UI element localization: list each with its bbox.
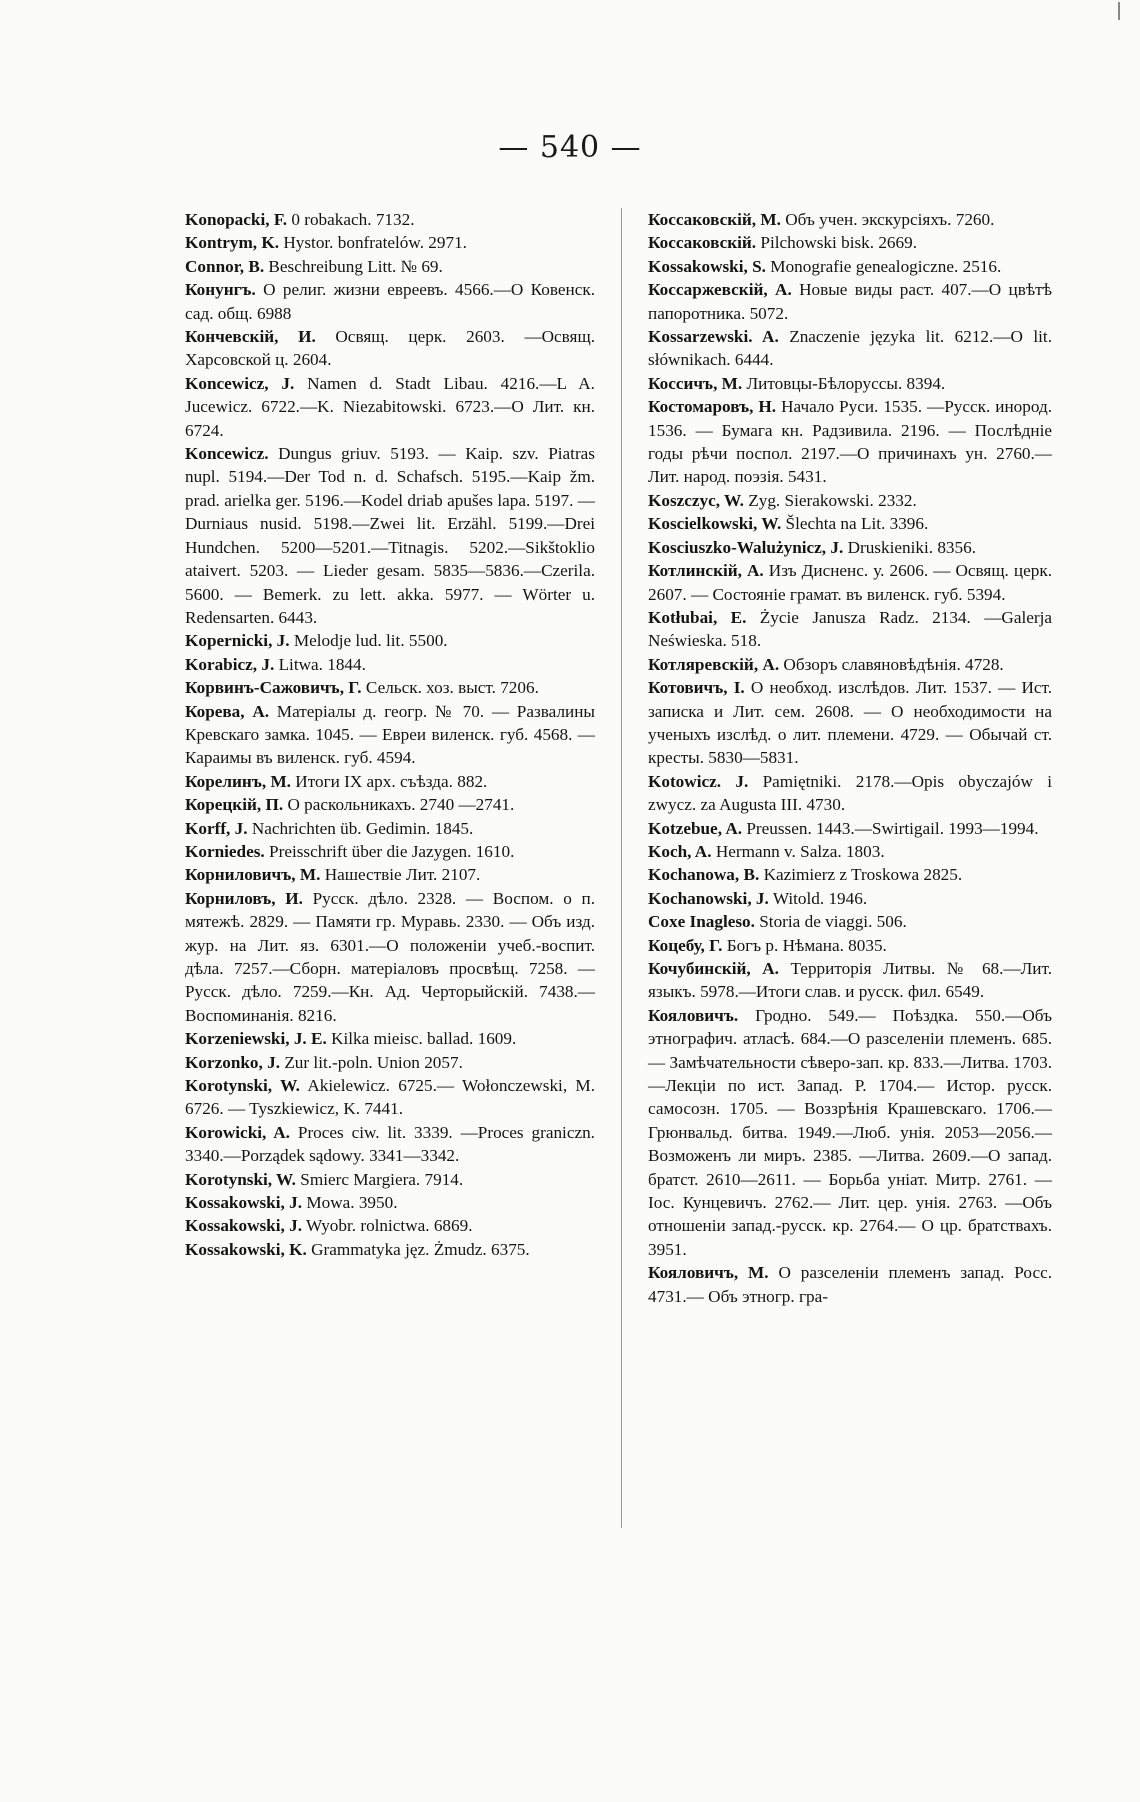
entry-works: Kilka mieisc. ballad. 1609. — [326, 1029, 517, 1049]
column-divider — [621, 208, 622, 1528]
entry-works: Pamiętniki. 2178.—Opis obyczajów i zwycz. za Augusta III. 4730. — [648, 771, 1052, 815]
index-entry — [185, 840, 595, 863]
entry-works: Mowa. 3950. — [302, 1193, 398, 1213]
entry-author: Kochanowski, J. — [648, 888, 769, 908]
entry-works: Территорія Литвы. № 68.—Лит. языкъ. 5978.—Итоги слав. и русск. фил. 6549. — [648, 959, 1052, 1002]
entry-works: Beschreibung Litt. № 69. — [264, 256, 443, 276]
entry-author: Корева, А. — [185, 701, 270, 721]
index-entry — [185, 629, 595, 652]
entry-works: О разселеніи племенъ запад. Росс. 4731.— Объ этногр. гра- — [648, 1263, 1052, 1306]
entry-works: Изъ Дисненс. у. 2606. — Освящ. церк. 2607. — Состояніе грамат. въ виленск. губ. 5394. — [648, 561, 1052, 604]
entry-author: Kontrym, K. — [185, 233, 280, 253]
right-column — [648, 208, 1052, 1308]
index-entry — [185, 1214, 595, 1237]
entry-author: Корниловичъ, М. — [185, 865, 321, 885]
entry-works: Šlechta na Lit. 3396. — [781, 514, 929, 534]
entry-author: Koszczyc, W. — [648, 490, 744, 510]
entry-works: Nachrichten üb. Gedimin. 1845. — [247, 818, 474, 838]
entry-author: Кончевскій, И. — [185, 327, 316, 347]
index-entry — [648, 208, 1052, 231]
entry-author: Connor, B. — [185, 256, 265, 276]
entry-works: Нашествіе Лит. 2107. — [320, 865, 481, 885]
index-entry — [185, 1168, 595, 1191]
entry-author: Koncewicz. — [185, 444, 269, 464]
entry-works: Grammatyka jęz. Żmudz. 6375. — [306, 1239, 530, 1259]
entry-works: Witold. 1946. — [768, 888, 868, 908]
index-entry — [648, 934, 1052, 957]
entry-works: Новые виды раст. 407.—О цвѣтѣ папоротника. 5072. — [648, 280, 1052, 323]
entry-works: Storia de viaggi. 506. — [754, 912, 907, 932]
index-entry — [648, 489, 1052, 512]
index-entry — [185, 372, 595, 442]
entry-works: Матеріалы д. геогр. № 70. — Развалины Кревскаго замка. 1045. — Евреи виленск. губ. 4568. — Караимы въ виленск. губ. 4594. — [185, 701, 595, 768]
entry-works: Обзоръ славяновѣдѣнія. 4728. — [779, 654, 1004, 674]
entry-works: Smierc Margiera. 7914. — [295, 1169, 464, 1189]
entry-works: Богъ р. Нѣмана. 8035. — [722, 935, 887, 955]
entry-author: Kopernicki, J. — [185, 631, 290, 651]
index-entry — [648, 887, 1052, 910]
index-entry — [185, 793, 595, 816]
index-entry — [648, 255, 1052, 278]
index-entry — [648, 770, 1052, 817]
index-entry — [185, 278, 595, 325]
entry-author: Koscielkowski, W. — [648, 514, 782, 534]
entry-works: О необход. изслѣдов. Лит. 1537. — Ист. записка и Лит. сем. 2608. — О необходимости на ученыхъ изслѣд. о лит. племени. 4729. — Обычай ст. кресты. 5830—5831. — [648, 678, 1052, 768]
index-entry — [185, 770, 595, 793]
entry-works: Итоги IX арх. съѣзда. 882. — [290, 771, 488, 791]
entry-author: Korzeniewski, J. E. — [185, 1029, 327, 1049]
entry-works: Русск. дѣло. 2328. — Воспом. о п. мятежѣ. 2829. — Памяти гр. Муравь. 2330. — Объ изд. жур. на Лит. яз. 6301.—О положеніи учеб.-воспит. дѣла. 7257.—Сборн. матеріаловъ просвѣщ. 7258. —Русск. дѣло. 7259.—Кн. Ад. Черторыйскій. 7438.—Воспоминанія. 8216. — [185, 888, 595, 1025]
entry-author: Kotzebue, A. — [648, 818, 743, 838]
entry-author: Kossakowski, J. — [185, 1193, 303, 1213]
entry-author: Коссаковскій, М. — [648, 210, 781, 229]
entry-works: Życie Janusza Radz. 2134. —Galerja Neświeska. 518. — [648, 607, 1052, 651]
entry-works: Preisschrift über die Jazygen. 1610. — [264, 841, 515, 861]
entry-author: Korowicki, A. — [185, 1122, 290, 1142]
index-entry — [185, 208, 595, 231]
entry-author: Korniedes. — [185, 841, 265, 861]
entry-author: Kotłubai, E. — [648, 607, 747, 627]
entry-works: Monografie genealogiczne. 2516. — [765, 256, 1002, 276]
index-entry — [648, 372, 1052, 395]
scan-edge-mark — [1118, 2, 1120, 20]
index-entry — [648, 512, 1052, 535]
index-entry — [648, 395, 1052, 489]
entry-author: Korabicz, J. — [185, 654, 275, 674]
entry-works: Гродно. 549.— Поѣздка. 550.—Объ этнографич. атласѣ. 684.—О разселеніи племенъ. 685. — Замѣчательности сѣверо-зап. кр. 833.—Литва. 1703.—Лекціи по ист. Запад. Р. 1704.— Истор. русск. самосозн. 1705. — Воззрѣнія Крашевскаго. 1706.—Грюнвальд. битва. 1949.—Люб. унія. 2053—2056.— Возможенъ ли миръ. 2385. —Литва. 2609.—О запад. братст. 2610—2611. — Борьба уніат. Митр. 2761. — Іос. Кунцевичъ. 2762.— Лит. цер. унія. 2763. —Объ отношеніи запад.-русск. кр. 2764.— О цр. братствахъ. 3951. — [648, 1005, 1052, 1259]
entry-author: Korotynski, W. — [185, 1169, 296, 1189]
entry-author: Костомаровъ, Н. — [648, 397, 777, 417]
entry-works: Hermann v. Salza. 1803. — [711, 841, 885, 861]
entry-author: Котляревскій, А. — [648, 654, 780, 674]
index-entry — [185, 325, 595, 372]
entry-works: Druskieniki. 8356. — [843, 537, 976, 557]
entry-works: Namen d. Stadt Libau. 4216.—L A. Jucewicz. 6722.—K. Niezabitowski. 6723.—О Лит. кн. 6724. — [185, 373, 595, 440]
entry-works: Hystor. bonfratelów. 2971. — [279, 233, 467, 253]
left-column — [185, 208, 595, 1261]
index-entry — [648, 1004, 1052, 1261]
entry-works: Объ учен. экскурсіяхъ. 7260. — [780, 210, 995, 229]
entry-works: Pilchowski bisk. 2669. — [756, 233, 918, 253]
index-entry — [185, 255, 595, 278]
entry-author: Кочубинскій, А. — [648, 959, 779, 978]
entry-works: Dungus griuv. 5193. — Kaip. szv. Piatras nupl. 5194.—Der Tod n. d. Schafsch. 5195.—Kaip žm. prad. arielka ger. 5196.—Kodel driab apušes lapa. 5197. —Durniaus nusid. 5198.—Zwei lit. Erzähl. 5199.—Drei Hundchen. 5200—5201.—Titnagis. 5202.—Sikštoklio ataivert. 5203. — Lieder gesam. 5835—5836.—Czerila. 5600. — Bemerk. zu lett. akka. 5977. — Wörter u. Redensarten. 6443. — [185, 444, 595, 627]
entry-works: Сельск. хоз. выст. 7206. — [361, 678, 539, 698]
entry-author: Кояловичъ, М. — [648, 1263, 769, 1283]
entry-author: Кояловичъ. — [648, 1005, 739, 1025]
index-entry — [648, 278, 1052, 325]
entry-author: Kossakowski, J. — [185, 1216, 303, 1236]
index-entry — [648, 1261, 1052, 1308]
entry-author: Kosciuszko-Walużynicz, J. — [648, 537, 844, 557]
page-number: — 540 — — [498, 130, 642, 165]
entry-author: Корниловъ, И. — [185, 888, 303, 908]
entry-author: Korff, J. — [185, 818, 248, 838]
index-entry — [648, 606, 1052, 653]
entry-author: Коссаковскій. — [648, 233, 757, 253]
entry-works: О религ. жизни евреевъ. 4566.—О Ковенск. сад. общ. 6988 — [185, 280, 595, 323]
entry-author: Kossarzewski. A. — [648, 327, 779, 347]
index-entry — [648, 325, 1052, 372]
entry-author: Koncewicz, J. — [185, 373, 295, 393]
entry-works: Kazimierz z Troskowa 2825. — [759, 865, 963, 885]
entry-author: Konopacki, F. — [185, 210, 288, 229]
index-entry — [185, 887, 595, 1027]
entry-author: Корвинъ-Сажовичъ, Г. — [185, 678, 362, 698]
index-entry — [185, 1238, 595, 1261]
index-entry — [648, 840, 1052, 863]
index-entry — [185, 1027, 595, 1050]
entry-works: Preussen. 1443.—Swirtigail. 1993—1994. — [742, 818, 1039, 838]
index-entry — [185, 1191, 595, 1214]
index-entry — [185, 817, 595, 840]
index-entry — [648, 536, 1052, 559]
entry-author: Korzonko, J. — [185, 1052, 281, 1072]
index-entry — [185, 1121, 595, 1168]
index-entry — [648, 957, 1052, 1004]
entry-author: Kossakowski, K. — [185, 1239, 307, 1259]
entry-works: Proces ciw. lit. 3339. —Proces graniczn. 3340.—Porządek sądowy. 3341—3342. — [185, 1122, 595, 1166]
index-entry — [648, 231, 1052, 254]
index-entry — [185, 442, 595, 629]
entry-author: Корелинъ, М. — [185, 771, 291, 791]
entry-author: Коссичъ, М. — [648, 373, 743, 393]
entry-author: Kochanowa, B. — [648, 865, 760, 885]
entry-author: Конунгъ. — [185, 280, 256, 300]
entry-author: Коцебу, Г. — [648, 935, 723, 955]
entry-works: Zyg. Sierakowski. 2332. — [743, 490, 917, 510]
entry-author: Kotowicz. J. — [648, 771, 749, 791]
entry-author: Korotynski, W. — [185, 1076, 300, 1096]
index-entry — [648, 653, 1052, 676]
index-entry — [648, 676, 1052, 770]
index-entry — [185, 863, 595, 886]
entry-works: Znaczenie języka lit. 6212.—O lit. słównikach. 6444. — [648, 327, 1052, 370]
index-entry — [185, 1074, 595, 1121]
entry-works: Melodje lud. lit. 5500. — [289, 631, 448, 651]
entry-works: О раскольникахъ. 2740 —2741. — [283, 795, 515, 815]
entry-works: Litwa. 1844. — [274, 654, 366, 674]
index-entry — [185, 700, 595, 770]
entry-works: Zur lit.-poln. Union 2057. — [280, 1052, 463, 1072]
entry-author: Коссаржевскій, А. — [648, 280, 792, 300]
entry-works: Литовцы-Бѣлоруссы. 8394. — [742, 373, 946, 393]
index-entry — [185, 676, 595, 699]
index-entry — [648, 817, 1052, 840]
index-entry — [185, 1051, 595, 1074]
entry-works: 0 robakach. 7132. — [287, 210, 415, 229]
entry-works: Akielewicz. 6725.— Wołonczewski, M. 6726. — Tyszkiewicz, K. 7441. — [185, 1076, 595, 1119]
entry-works: Начало Руси. 1535. —Русск. инород. 1536. — Бумага кн. Радзивила. 2196. — Послѣдніе годы рѣчи поспол. 2197.—О причинахъ ун. 2760.— Лит. народ. поэзія. 5431. — [648, 397, 1052, 487]
entry-author: Kossakowski, S. — [648, 256, 766, 276]
index-entry — [185, 653, 595, 676]
entry-author: Котовичъ, I. — [648, 678, 745, 698]
entry-works: Wyobr. rolnictwa. 6869. — [302, 1216, 473, 1236]
entry-author: Koch, A. — [648, 841, 712, 861]
entry-author: Котлинскій, А. — [648, 561, 764, 581]
entry-author: Coxe Inagleso. — [648, 912, 755, 932]
index-entry — [648, 910, 1052, 933]
index-entry — [185, 231, 595, 254]
index-entry — [648, 863, 1052, 886]
entry-works: Освящ. церк. 2603. —Освящ. Харсовской ц. 2604. — [185, 327, 595, 370]
entry-author: Корецкій, П. — [185, 795, 284, 815]
index-entry — [648, 559, 1052, 606]
